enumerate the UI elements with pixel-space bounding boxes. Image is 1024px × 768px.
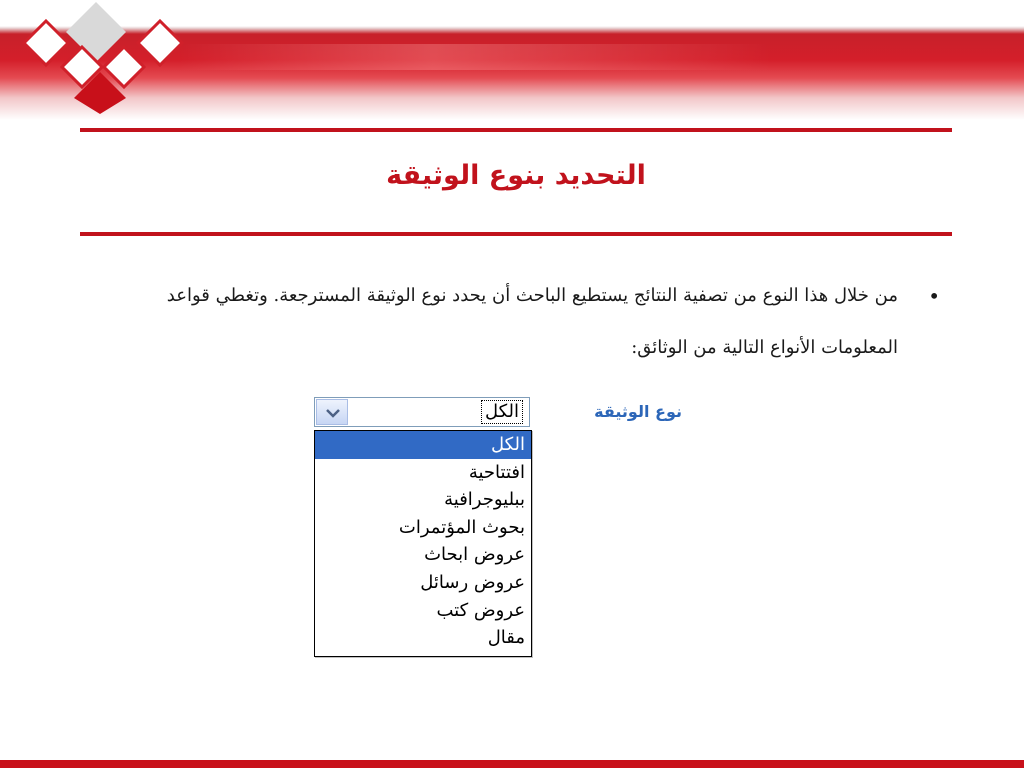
slide-title: التحديد بنوع الوثيقة (386, 160, 646, 191)
option-all[interactable]: الكل (315, 431, 531, 459)
chevron-down-icon (325, 407, 341, 419)
option-thesis-reviews[interactable]: عروض رسائل (420, 571, 525, 593)
document-type-label: نوع الوثيقة (594, 402, 682, 421)
select-current-value: الكل (481, 400, 523, 424)
footer-bar (0, 760, 1024, 768)
option-bibliography[interactable]: ببليوجرافية (444, 489, 525, 511)
dropdown-arrow-button[interactable] (316, 399, 348, 425)
bullet-paragraph (90, 270, 940, 374)
title-rule-top (80, 128, 952, 132)
document-type-select[interactable] (314, 397, 530, 427)
document-type-options (314, 430, 532, 657)
option-research-reviews[interactable]: عروض ابحاث (424, 544, 525, 566)
diamond-logo-icon (0, 0, 200, 120)
option-article[interactable]: مقال (487, 627, 525, 649)
option-editorial[interactable]: افتتاحية (468, 461, 525, 483)
banner-highlight (180, 44, 1024, 70)
header-banner (0, 0, 1024, 120)
bullet-dot-icon: • (928, 284, 940, 308)
option-book-reviews[interactable]: عروض كتب (436, 599, 525, 621)
bullet-text: من خلال هذا النوع من تصفية النتائج يستطيع الباحث أن يحدد نوع الوثيقة المسترجعة. وتغطي قواعد المعلومات الأنواع التالية من الوثائق: (166, 285, 898, 358)
option-conference-papers[interactable]: بحوث المؤتمرات (398, 516, 525, 538)
title-rule-bottom (80, 232, 952, 236)
